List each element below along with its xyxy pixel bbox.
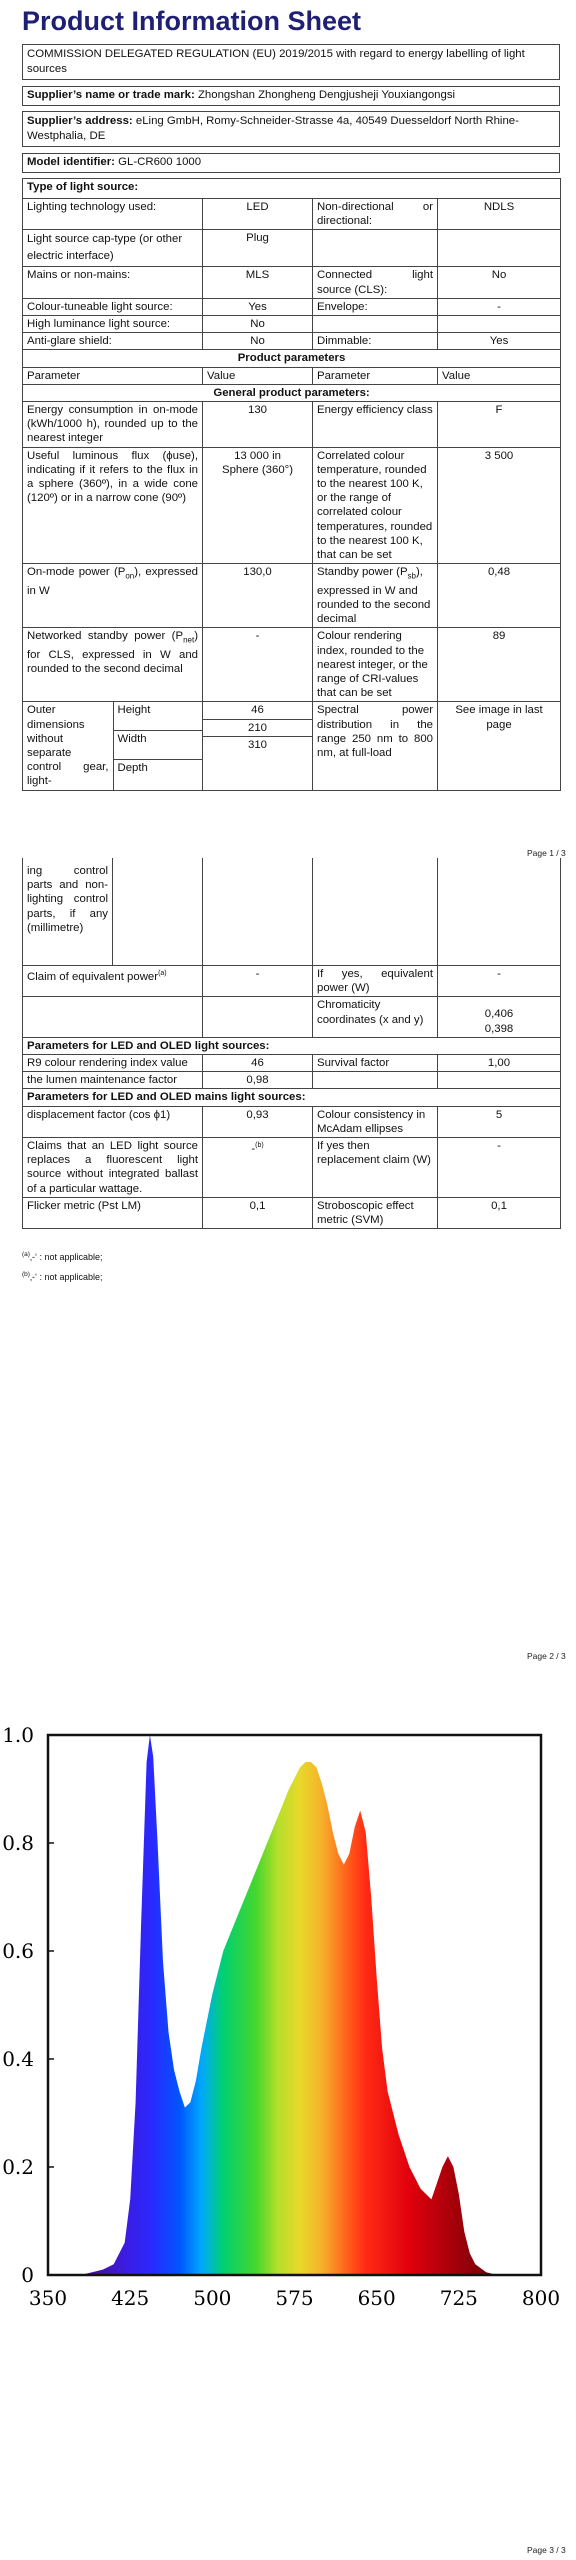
y-tick-label: 0.6 (2, 1939, 34, 1963)
empty-cell (23, 997, 203, 1037)
model-identifier-row (22, 153, 560, 173)
column-header-value: Value (203, 367, 313, 384)
mains-parameters-heading: Parameters for LED and OLED mains light sources: (23, 1089, 561, 1106)
page-2 (0, 858, 576, 1708)
chromaticity-value (438, 997, 561, 1037)
energy-efficiency-value: F (438, 402, 561, 448)
product-parameters-heading: Product parameters (23, 350, 561, 367)
equivalent-power-claim-label (23, 966, 203, 997)
table-row (23, 199, 561, 230)
luminous-flux-value-line1: 13 000 in (234, 449, 281, 462)
standby-power-label-a: Standby power (P (317, 566, 408, 579)
spectrum-area (48, 1735, 541, 2275)
chromaticity-label: Chromaticity coordinates (x and y) (313, 997, 438, 1037)
lighting-technology-label: Lighting technology used: (23, 199, 203, 230)
led-parameters-heading: Parameters for LED and OLED light sources: (23, 1037, 561, 1054)
general-parameters-heading: General product parameters: (23, 384, 561, 401)
replacement-claim-label: If yes then replacement claim (W) (313, 1138, 438, 1198)
networked-standby-value: - (203, 628, 313, 702)
on-mode-power-label-b: ), expressed in W (27, 566, 198, 597)
energy-efficiency-label: Energy efficiency class (313, 402, 438, 448)
displacement-factor-label: displacement factor (cos ϕ1) (23, 1106, 203, 1137)
envelope-value: - (438, 298, 561, 315)
x-tick-label: 500 (193, 2286, 232, 2310)
cap-type-value: Plug (203, 230, 313, 267)
y-tick-label: 0.4 (2, 2047, 34, 2071)
table-row (23, 316, 561, 333)
footnote-ref-b: (b) (255, 1142, 264, 1150)
footnote-b-marker: (b) (22, 1271, 30, 1278)
page-number: Page 2 / 3 (527, 1651, 566, 1661)
page-number: Page 1 / 3 (527, 848, 566, 858)
networked-standby-label-a: Networked standby power (P (27, 630, 184, 643)
empty-cell (438, 1072, 561, 1089)
x-tick-label: 350 (28, 2286, 68, 2310)
standby-power-label-b: ), expressed in W and rounded to the second decimal (317, 566, 431, 626)
energy-consumption-value: 130 (203, 402, 313, 448)
standby-power-sub: sb (407, 571, 416, 581)
empty-cell (113, 858, 203, 966)
colour-tuneable-label: Colour-tuneable light source: (23, 298, 203, 315)
empty-cell (438, 230, 561, 267)
on-mode-power-sub: on (125, 571, 135, 581)
networked-standby-sub: net (183, 635, 195, 645)
networked-standby-label (23, 628, 203, 702)
x-tick-label: 800 (521, 2286, 561, 2310)
r9-value: 46 (203, 1055, 313, 1072)
table-row (23, 1072, 561, 1089)
dimension-width-label: Width (113, 730, 202, 759)
equivalent-power-label: If yes, equivalent power (W) (313, 966, 438, 997)
equivalent-power-claim-value: - (203, 966, 313, 997)
dimensions-cell (23, 702, 203, 790)
x-tick-label: 575 (275, 2286, 314, 2310)
footnote-b-text: ‚-‘ : not applicable; (29, 1272, 103, 1282)
supplier-address-row (22, 111, 560, 147)
mains-label: Mains or non-mains: (23, 267, 203, 298)
table-row (23, 230, 561, 267)
table-header-row (23, 367, 561, 384)
on-mode-power-label (23, 564, 203, 628)
table-row (23, 298, 561, 315)
supplier-name-value: Zhongshan Zhongheng Dengjusheji Youxiangongsi (197, 89, 456, 101)
table-row (23, 1106, 561, 1137)
cap-type-label: Light source cap-type (or other electric interface) (23, 230, 203, 267)
empty-cell (438, 858, 561, 966)
survival-factor-label: Survival factor (313, 1055, 438, 1072)
luminous-flux-value-line2: Sphere (360°) (221, 463, 294, 476)
table-row (23, 997, 561, 1037)
on-mode-power-value: 130,0 (203, 564, 313, 628)
high-luminance-label: High luminance light source: (23, 316, 203, 333)
footnote-a-marker: (a) (22, 1251, 30, 1258)
lumen-maintenance-value: 0,98 (203, 1072, 313, 1089)
table-row (23, 1055, 561, 1072)
dimmable-label: Dimmable: (313, 333, 438, 350)
cct-value: 3 500 (438, 447, 561, 564)
column-header-value: Value (438, 367, 561, 384)
r9-label: R9 colour rendering index value (23, 1055, 203, 1072)
dimensions-values-cell (203, 702, 313, 790)
page-3 (0, 1660, 576, 2560)
mains-value: MLS (203, 267, 313, 298)
table-row (23, 858, 561, 966)
energy-consumption-label: Energy consumption in on-mode (kWh/1000 h), rounded up to the nearest integer (23, 402, 203, 448)
type-of-light-source-heading: Type of light source: (23, 179, 561, 199)
equivalent-power-claim-text: Claim of equivalent power (27, 970, 159, 983)
table-row (23, 267, 561, 298)
standby-power-label (313, 564, 438, 628)
cri-label: Colour rendering index, rounded to the nearest integer, or the range of CRI-values that can be set (313, 628, 438, 702)
empty-cell (313, 1072, 438, 1089)
fluorescent-claim-value (203, 1138, 313, 1198)
dimension-height-value: 46 (203, 702, 312, 719)
dimension-depth-label: Depth (117, 761, 148, 774)
model-identifier-value: GL-CR600 1000 (118, 156, 202, 168)
chromaticity-y-value: 0,398 (484, 1022, 514, 1035)
product-info-table-continued (22, 858, 561, 1229)
networked-standby-label-b: ) for CLS, expressed in W and rounded to the second decimal (27, 630, 198, 676)
cri-value: 89 (438, 628, 561, 702)
dimensions-label: Outer dimensions without separate control gear, light- (23, 702, 113, 789)
column-header-parameter: Parameter (23, 367, 203, 384)
table-row (23, 966, 561, 997)
supplier-address-label: Supplier’s address: (27, 115, 133, 127)
empty-cell (203, 858, 313, 966)
spectral-power-value: See image in last page (438, 702, 561, 790)
empty-cell (313, 316, 438, 333)
cls-label: Connected light source (CLS): (313, 267, 438, 298)
equivalent-power-value: - (438, 966, 561, 997)
anti-glare-value: No (203, 333, 313, 350)
cct-label: Correlated colour temperature, rounded to the nearest 100 K, or the range of correlated colour temperatures, rounded to the nearest 100 K, that can be set (313, 447, 438, 564)
luminous-flux-value (203, 447, 313, 564)
survival-factor-value: 1,00 (438, 1055, 561, 1072)
colour-consistency-label: Colour consistency in McAdam ellipses (313, 1106, 438, 1137)
spectral-power-label: Spectral power distribution in the range 250 nm to 800 nm, at full-load (313, 702, 438, 790)
displacement-factor-value: 0,93 (203, 1106, 313, 1137)
footnote-a (22, 1251, 103, 1262)
dimensions-subtable (23, 702, 202, 789)
table-row (23, 564, 561, 628)
spectral-power-chart (0, 1660, 576, 2310)
high-luminance-value: No (203, 316, 313, 333)
table-row (23, 402, 561, 448)
fluorescent-claim-dash: - (251, 1142, 256, 1155)
dimension-height-label: Height (113, 702, 202, 730)
dimension-depth-value: 310 (247, 738, 267, 751)
footnote-a-text: ‚-‘ : not applicable; (29, 1252, 103, 1262)
table-row (23, 702, 561, 790)
y-tick-label: 0.2 (2, 2155, 34, 2179)
lumen-maintenance-label: the lumen maintenance factor (23, 1072, 203, 1089)
page-1 (0, 0, 576, 960)
stroboscopic-effect-value: 0,1 (438, 1197, 561, 1228)
x-tick-label: 725 (439, 2286, 478, 2310)
flicker-metric-label: Flicker metric (Pst LM) (23, 1197, 203, 1228)
anti-glare-label: Anti-glare shield: (23, 333, 203, 350)
table-row (23, 447, 561, 564)
supplier-address-value: eLing GmbH, Romy-Schneider-Strasse 4a, 40549 Duesseldorf North Rhine-Westphalia, DE (27, 115, 519, 142)
model-identifier-label: Model identifier: (27, 156, 115, 168)
chromaticity-x-value: 0,406 (484, 1008, 514, 1021)
empty-cell (313, 230, 438, 267)
standby-power-value: 0,48 (438, 564, 561, 628)
table-row (23, 628, 561, 702)
regulation-box: COMMISSION DELEGATED REGULATION (EU) 2019/2015 with regard to energy labelling of light sources (22, 44, 560, 80)
colour-consistency-value: 5 (438, 1106, 561, 1137)
on-mode-power-label-a: On-mode power (P (27, 566, 126, 579)
x-tick-label: 650 (357, 2286, 396, 2310)
supplier-name-label: Supplier’s name or trade mark: (27, 89, 195, 101)
dimension-width-value: 210 (203, 720, 312, 737)
y-tick-label: 0 (21, 2263, 34, 2287)
envelope-label: Envelope: (313, 298, 438, 315)
page-title: Product Information Sheet (22, 6, 362, 36)
fluorescent-claim-label: Claims that an LED light source replaces a fluorescent light source without integrated ballast of a particular wattage. (23, 1138, 203, 1198)
x-tick-label: 425 (111, 2286, 150, 2310)
page-number: Page 3 / 3 (527, 2545, 566, 2555)
dimensions-label-continued: ing control parts and non-lighting control parts, if any (millimetre) (23, 858, 113, 966)
luminous-flux-label: Useful luminous flux (ϕuse), indicating if it refers to the flux in a sphere (360º), in a wide cone (120º) or in a narrow cone (90º) (23, 447, 203, 564)
y-tick-label: 1.0 (2, 1723, 34, 1747)
flicker-metric-value: 0,1 (203, 1197, 313, 1228)
empty-cell (438, 316, 561, 333)
column-header-parameter: Parameter (313, 367, 438, 384)
stroboscopic-effect-label: Stroboscopic effect metric (SVM) (313, 1197, 438, 1228)
table-row (23, 1138, 561, 1198)
supplier-name-row (22, 86, 560, 106)
cls-value: No (438, 267, 561, 298)
footnote-ref-a: (a) (158, 970, 167, 977)
directional-value: NDLS (438, 199, 561, 230)
colour-tuneable-value: Yes (203, 298, 313, 315)
product-info-table (22, 178, 561, 791)
footnote-b (22, 1271, 103, 1282)
directional-label: Non-directional or directional: (313, 199, 438, 230)
y-tick-label: 0.8 (2, 1831, 34, 1855)
lighting-technology-value: LED (203, 199, 313, 230)
replacement-claim-value: - (438, 1138, 561, 1198)
table-row (23, 333, 561, 350)
empty-cell (313, 858, 438, 966)
empty-cell (203, 997, 313, 1037)
dimmable-value: Yes (438, 333, 561, 350)
table-row (23, 1197, 561, 1228)
